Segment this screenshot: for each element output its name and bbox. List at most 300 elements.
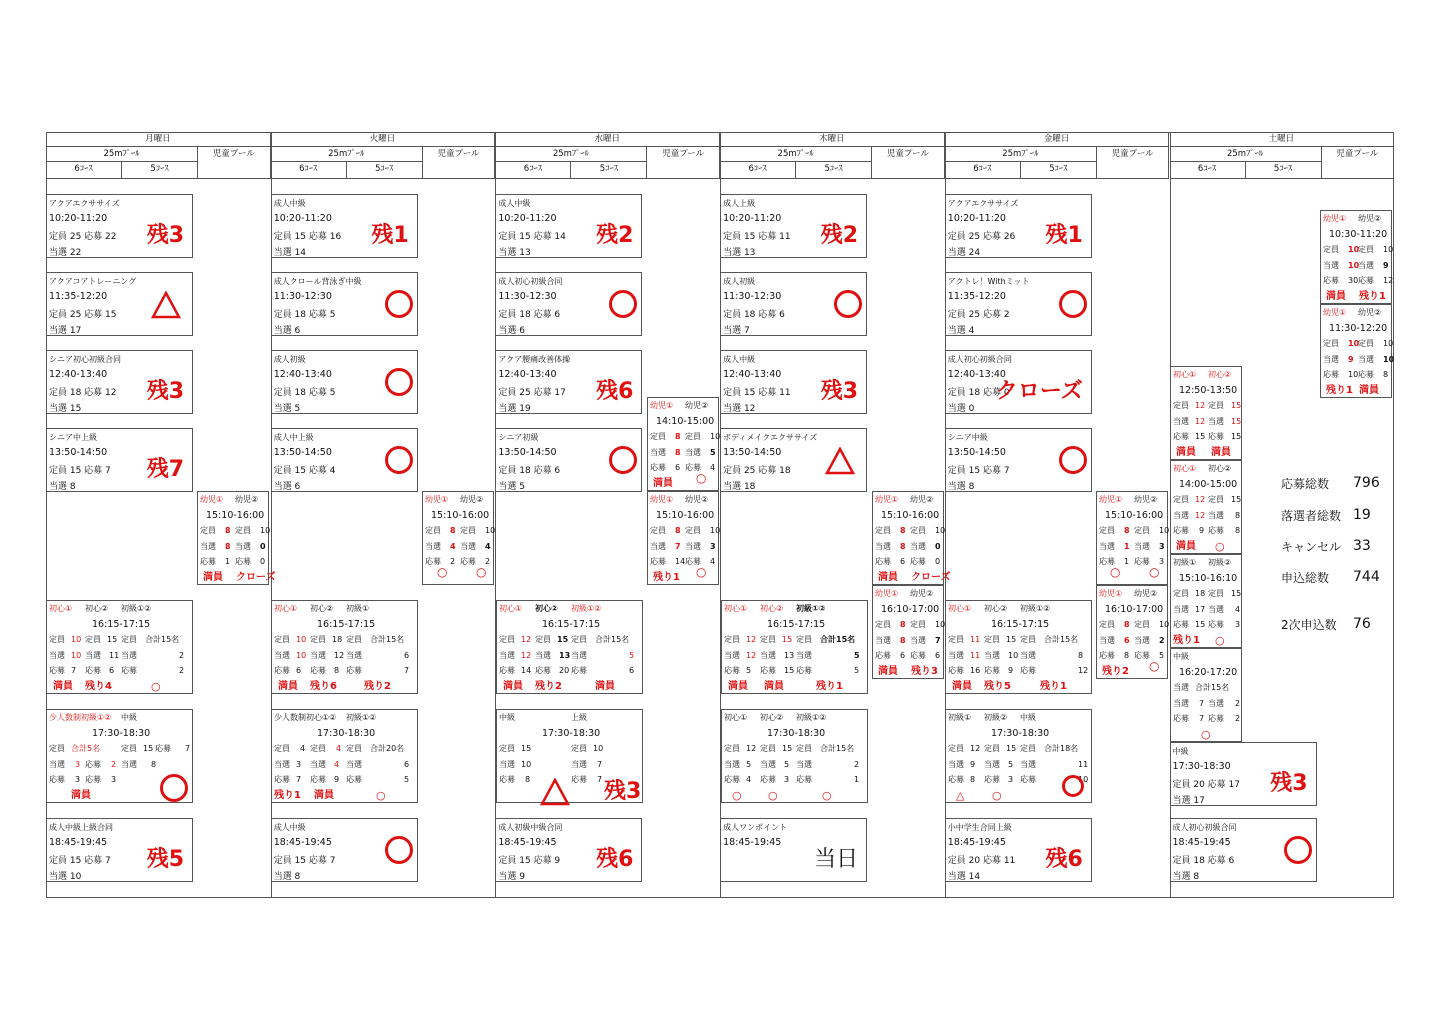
status-mark: クローズ [995,379,1083,404]
mini-cell: 幼児② [1358,308,1382,317]
mini-row [1171,665,1241,680]
mini-cell: 15 [1231,416,1242,426]
mini-row [47,726,192,741]
mini-cell: 7 [1199,698,1205,708]
mini-cell: 残り1 [1173,634,1200,646]
class-card[interactable] [945,194,1092,258]
mini-cell: 3 [784,775,790,784]
kids-table[interactable] [496,600,643,694]
mini-row [1171,711,1241,726]
class-title: 成人中上級 [273,433,314,442]
mini-row [1171,492,1241,507]
mini-cell: 定員 [571,635,587,644]
mini-row [1321,258,1391,273]
status-mark: 残3 [146,223,184,248]
mini-cell: 幼児① [1323,214,1347,223]
mini-cell: クローズ [236,571,276,583]
mini-cell: 4 [300,744,306,753]
mini-row [272,648,417,663]
mini-cell: 7 [1199,714,1205,723]
mini-cell: 残り1 [274,789,301,801]
mini-row [272,772,417,787]
status-mark: 残1 [371,223,409,248]
mini-cell: 定員 [1173,589,1189,598]
mini-row [722,772,867,787]
kids-table[interactable] [945,600,1092,694]
mini-cell: 3 [75,775,81,784]
mini-cell: 定員 [1323,245,1339,254]
status-mark: 当日 [814,847,859,872]
class-card[interactable] [495,350,642,414]
mini-row [47,648,192,663]
mini-cell: 定員 [1020,744,1036,753]
mini-cell: 満員 [1359,384,1379,396]
kids-table[interactable] [721,709,868,803]
mini-cell: 応募 [1173,432,1189,441]
mini-cell: 8 [675,447,681,457]
mini-cell: ○ [732,788,742,802]
mini-cell: 当選 [796,759,812,769]
mini-cell: 満員 [728,680,748,692]
mini-row [497,648,642,663]
capacity-line: 定員 18 応募 5 [273,388,336,398]
stat-value: 76 [1353,616,1371,632]
mini-row [648,460,718,475]
mini-cell: 満員 [503,680,523,692]
mini-cell: 3 [1159,557,1165,566]
mini-cell: 15 [1195,620,1206,629]
class-card[interactable] [720,350,867,414]
pool25-header: 25mﾌﾟｰﾙ [1170,147,1322,162]
mini-row [497,617,642,632]
mini-row [722,757,867,772]
mini-cell: 定員 [984,635,1000,644]
mini-cell: 応募 [346,775,362,784]
mini-cell: 定員 [948,635,964,644]
mini-cell: 定員 [346,744,362,753]
status-mark: 残3 [820,379,859,404]
mini-cell: 当選 [1208,698,1224,708]
mini-row [272,726,417,741]
mini-cell: 定員 [760,635,776,644]
lane6-header: 6ｺｰｽ [495,162,571,179]
class-card[interactable] [720,194,867,258]
mini-cell: 満員 [314,789,334,801]
youji-table[interactable] [647,397,719,491]
class-card[interactable] [945,350,1092,414]
status-mark: 残2 [596,223,634,248]
mini-cell: 当選 [1134,635,1150,645]
mini-cell: 定員 [1208,401,1224,410]
mini-row [198,492,268,507]
mini-cell: 定員 [650,432,666,441]
capacity-line: 定員 15 応募 9 [498,856,561,866]
circle-mark [609,446,637,474]
mini-cell: 当選 [650,541,666,551]
mini-cell: 10 [1383,354,1395,364]
class-card[interactable] [495,272,642,336]
mini-row [497,663,642,678]
mini-row [873,492,943,507]
class-time: 11:35-12:20 [49,291,108,302]
mini-cell: 幼児② [1134,495,1158,504]
mini-cell: ○ [1201,727,1211,741]
mini-row [497,632,642,647]
youji-table[interactable] [197,491,276,585]
mini-cell: 30 [1348,276,1359,285]
mini-cell: 定員 [1208,495,1224,504]
day-header-wed: 水曜日 [495,132,720,147]
mini-cell: 初級① [948,713,972,722]
class-card[interactable] [945,818,1092,882]
class-card[interactable] [720,818,867,882]
mini-row [1171,680,1241,695]
class-card[interactable] [945,272,1092,336]
mini-cell: 当選 [1134,541,1150,551]
class-time: 11:30-12:30 [273,291,332,302]
youji-table[interactable] [872,491,951,585]
mini-cell: 4 [1235,604,1241,614]
mini-cell: 当選 [724,650,740,660]
class-card[interactable] [495,194,642,258]
mini-cell: 当選 [200,541,216,551]
mini-cell: 14 [521,666,532,675]
pool25-header: 25mﾌﾟｰﾙ [495,147,647,162]
circle-mark: ○ [1149,565,1160,579]
circle-mark [385,368,413,396]
status-mark: 残6 [596,379,634,404]
mini-cell: 幼児① [1099,589,1123,598]
mini-cell: 10:30-11:20 [1329,228,1388,240]
mini-cell: 応募 [1323,370,1339,379]
mini-cell: 当選 [121,759,137,769]
mini-cell: 5 [1008,759,1014,769]
mini-cell: 定員 [460,526,476,535]
mini-cell: 幼児② [910,495,934,504]
stat-value: 33 [1353,538,1371,554]
class-card[interactable] [495,818,642,882]
mini-cell: 10 [1348,370,1359,379]
mini-row [722,726,867,741]
circle-mark [1284,836,1312,864]
class-card[interactable] [1170,742,1317,806]
mini-cell: 14:10-15:00 [656,415,715,427]
mini-cell: △ [956,788,965,802]
class-title: シニア初心初級合同 [49,355,121,364]
mini-cell: 当選 [724,759,740,769]
capacity-line: 定員 25 応募 2 [947,310,1010,320]
mini-cell: 満員 [203,571,223,583]
mini-cell: 3 [111,775,117,784]
class-time: 13:50-14:50 [273,447,332,458]
mini-cell: 6 [109,666,115,675]
youji-table[interactable] [1320,210,1392,304]
mini-cell: 12 [746,744,757,753]
mini-cell: 当選 [796,650,812,660]
mini-cell: 定員 [1099,620,1115,629]
class-card[interactable] [271,350,418,414]
winners-line: 当選 13 [723,248,756,258]
mini-cell: 4 [710,557,716,566]
capacity-line: 定員 25 応募 18 [723,466,791,476]
mini-cell: 15 [782,744,793,753]
mini-cell: 12 [970,744,981,753]
mini-cell: 残り2 [364,680,391,692]
mini-cell: 15 [143,744,154,753]
pool25-header: 25mﾌﾟｰﾙ [945,147,1097,162]
circle-mark: ○ [437,565,448,579]
mini-cell: 2 [485,557,491,566]
class-card[interactable] [46,428,193,492]
mini-row [873,602,943,617]
class-time: 18:45-19:45 [723,837,782,848]
lane5-header: 5ｺｰｽ [1246,162,1322,179]
mini-row [1171,445,1241,460]
class-card[interactable] [271,194,418,258]
class-time: 10:20-11:20 [947,213,1006,224]
class-card[interactable] [46,818,193,882]
class-card[interactable] [46,194,193,258]
mini-cell: 初級① [346,604,370,613]
class-time: 18:45-19:45 [273,837,332,848]
mini-cell: 17:30-18:30 [317,727,376,739]
mini-row [1321,336,1394,351]
mini-cell: 0 [935,557,941,566]
mini-cell: 7 [935,635,941,645]
mini-cell: 当選 [499,650,515,660]
mini-cell: 定員 [499,744,515,753]
mini-cell: 15 [1231,401,1242,410]
mini-cell: 5 [854,666,860,675]
winners-line: 当選 6 [273,326,301,336]
mini-cell: 8 [450,526,456,535]
mini-cell: 12 [334,650,345,660]
mini-cell: 初心② [1208,464,1232,473]
mini-row [1171,414,1241,429]
mini-row [1171,633,1241,648]
mini-cell: 10 [71,650,82,660]
class-title: 成人クロール背泳ぎ中級 [273,277,362,286]
sat-kids-table[interactable] [1170,554,1242,648]
mini-cell: 9 [1008,666,1014,675]
mini-cell: 5 [746,666,752,675]
mini-cell: 応募 [984,775,1000,784]
circle-mark [385,290,413,318]
mini-cell: 8 [151,759,157,769]
mini-cell: 応募 [650,557,666,566]
mini-cell: 17:30-18:30 [991,727,1050,739]
class-time: 10:20-11:20 [273,213,332,224]
status-mark: 残6 [596,847,634,872]
capacity-line: 定員 15 応募 14 [498,232,566,242]
mini-cell: 11:30-12:20 [1329,322,1388,334]
mini-cell: 応募 [948,666,964,675]
mini-row [946,617,1091,632]
capacity-line: 定員 18 応募 6 [1172,856,1235,866]
mini-cell: 1 [1124,541,1130,551]
mini-cell: 10 [1078,775,1089,784]
mini-cell: ○ [992,788,1002,802]
winners-line: 当選 8 [1172,872,1200,882]
kids-table[interactable] [46,600,193,694]
child-pool-header: 児童プール [423,147,496,179]
class-card[interactable] [720,428,867,492]
mini-cell: 定員 [910,526,926,535]
mini-cell: 少人数制初級①② [49,713,112,722]
mini-cell: 当選 [499,759,515,769]
mini-cell: 15:10-16:00 [431,509,490,521]
mini-cell: 9 [1199,526,1205,535]
class-card[interactable] [271,818,418,882]
day-header-tue: 火曜日 [271,132,496,147]
mini-cell: 8 [1124,526,1130,535]
class-title: 成人中級 [498,199,531,208]
class-title: 小中学生合同上級 [947,823,1012,832]
mini-cell: 10 [1348,260,1360,270]
mini-cell: 応募 [1323,276,1339,285]
mini-row [648,523,721,538]
youji-table[interactable] [647,491,719,585]
class-card[interactable] [945,428,1092,492]
mini-cell: 定員 [984,744,1000,753]
mini-cell: 初級①② [346,713,377,722]
mini-cell: 当選 [910,541,926,551]
mini-row [1171,461,1241,476]
mini-cell: クローズ [911,571,951,583]
mini-cell: 応募 [460,557,476,566]
mini-cell: 12 [1195,510,1206,520]
mini-row [1171,539,1241,554]
class-card[interactable] [46,350,193,414]
mini-cell: 9 [970,759,976,769]
mini-cell: 8 [1235,510,1241,520]
mini-row [1171,727,1241,742]
circle-mark [385,446,413,474]
mini-row [272,601,417,616]
mini-cell: 定員 [1134,526,1150,535]
circle-mark [609,290,637,318]
mini-row [722,679,867,694]
class-time: 12:40-13:40 [723,369,782,380]
capacity-line: 定員 25 応募 15 [49,310,117,320]
class-title: アクアコアトレーニング [49,277,137,286]
class-card[interactable] [495,428,642,492]
mini-cell: 当選 [235,541,251,551]
mini-row [497,757,642,772]
kids-table[interactable] [271,600,418,694]
mini-cell: 応募 [724,666,740,675]
mini-cell: 応募 [760,666,776,675]
class-time: 12:40-13:40 [947,369,1006,380]
mini-cell: 8 [225,541,231,551]
mini-cell: 幼児② [685,495,709,504]
class-card[interactable] [271,428,418,492]
mini-row [272,741,417,756]
mini-cell: 15 [107,635,118,644]
mini-cell: 15 [557,635,569,644]
mini-cell: 7 [597,775,603,784]
mini-cell: 幼児① [875,589,899,598]
mini-cell: 残り2 [1102,665,1129,677]
mini-cell: 8 [675,432,681,441]
mini-cell: 11 [1078,759,1089,769]
capacity-line: 定員 25 応募 26 [947,232,1016,242]
class-card[interactable] [46,272,193,336]
class-card[interactable] [271,272,418,336]
mini-cell: 10 [935,620,946,629]
mini-cell: 応募 [984,666,1000,675]
lane5-header: 5ｺｰｽ [347,162,423,179]
kids-table[interactable] [271,709,418,803]
class-time: 18:45-19:45 [947,837,1006,848]
mini-cell: 当選 [1020,650,1036,660]
mini-cell: 少人数制初心①② [274,713,337,722]
mini-cell: 定員 [1323,339,1339,348]
status-mark: 残1 [1045,223,1083,248]
mini-cell: 当選 [1208,510,1224,520]
sat-kids-table[interactable] [1170,648,1242,742]
mini-cell: 定員 [1208,589,1224,598]
mini-cell: 応募 [1173,526,1189,535]
youji-table[interactable] [872,585,944,679]
winners-line: 当選 4 [947,326,975,336]
class-title: 成人初級 [723,277,756,286]
mini-cell: 当選 [685,447,701,457]
mini-cell: 20 [559,666,570,675]
mini-cell: 当選 [1208,604,1224,614]
mini-cell: 初心① [274,604,298,613]
capacity-line: 定員 18 応募 12 [49,388,117,398]
class-title: シニア中上級 [49,433,97,442]
mini-cell: 幼児① [1323,308,1347,317]
kids-table[interactable] [721,600,868,694]
mini-cell: 当選 [948,650,964,660]
mini-cell: 残り4 [85,680,112,692]
sat-kids-table[interactable] [1170,366,1242,460]
mini-cell: 7 [71,666,77,675]
mini-row [946,663,1091,678]
sat-kids-table[interactable] [1170,460,1242,554]
mini-row [1171,586,1241,601]
mini-cell: 9 [1383,260,1389,270]
winners-line: 当選 24 [947,248,981,258]
mini-cell: ○ [768,788,778,802]
child-pool-header: 児童プール [1322,147,1395,179]
mini-row [47,632,192,647]
mini-cell: 幼児① [650,495,674,504]
mini-cell: 12 [521,650,532,660]
day-header-thu: 木曜日 [720,132,945,147]
mini-cell: 12 [1383,276,1394,285]
youji-table[interactable] [1320,304,1395,398]
class-card[interactable] [720,272,867,336]
mini-cell: 応募 [1358,276,1374,285]
class-title: 成人初心初級合同 [947,355,1012,364]
stat-label: キャンセル [1281,540,1342,554]
mini-cell: 初心① [724,604,748,613]
mini-cell: 3 [1159,541,1165,551]
mini-cell: 残り1 [1359,290,1386,302]
class-time: 13:50-14:50 [723,447,782,458]
mini-cell: 初級①② [121,604,152,613]
mini-cell: 残り2 [535,680,562,692]
class-title: ボディメイクエクササイズ [723,433,818,442]
mini-cell: 0 [260,541,266,551]
mini-cell: 当選 [310,650,326,660]
mini-row [272,757,417,772]
class-card[interactable] [1170,818,1317,882]
mini-cell: 6 [675,463,681,472]
